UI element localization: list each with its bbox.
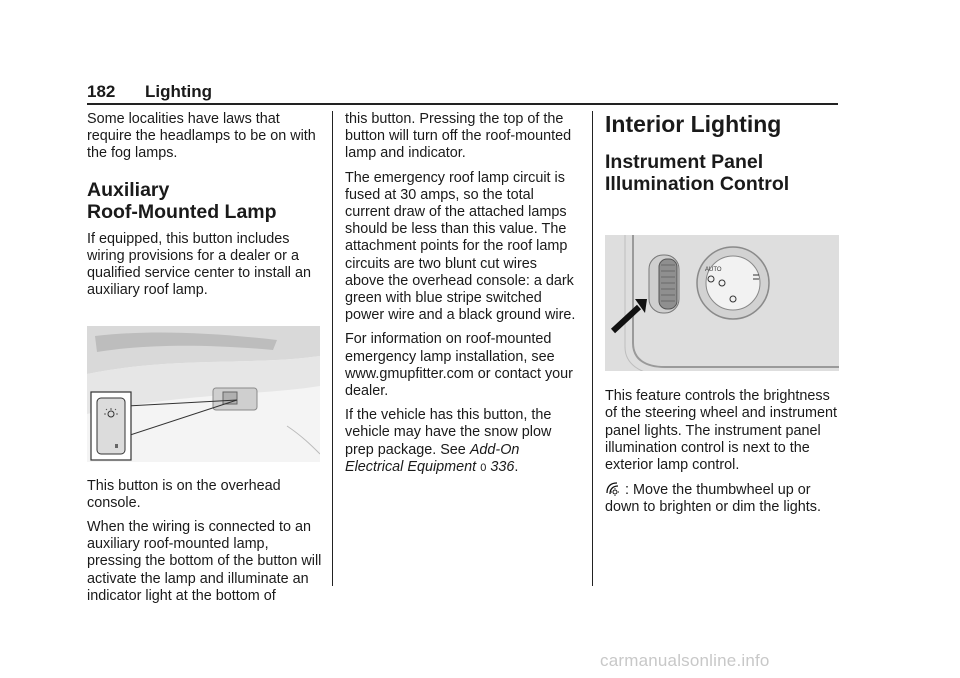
col3-paragraph-1: This feature controls the brightness of the steering wheel and instrument panel lights. The instrument panel illumination control is next to the exterior lamp control. <box>605 388 837 474</box>
overhead-console-illustration <box>87 326 320 462</box>
intro-paragraph: Some localities have laws that require the headlamps to be on with the fog lamps. <box>87 111 316 162</box>
col2-paragraph-4 <box>345 407 580 477</box>
aux-paragraph-2: This button is on the overhead console. <box>87 477 281 511</box>
aux-paragraph-3: When the wiring is connected to an auxiliary roof-mounted lamp, pressing the bottom of the button will activate the lamp and illuminate an indicator light at the bottom of <box>87 519 322 604</box>
page-number: 182 <box>87 82 116 101</box>
col2-paragraph-2: The emergency roof lamp circuit is fused at 30 amps, so the total current draw of the attached lamps should be less than this value. The attachment points for the roof lamp circuits are two blunt cut wires above the overhead console: a dark green with blue stripe switched power wire and a black ground wire. <box>345 169 576 324</box>
heading-line-1: Auxiliary <box>87 178 170 201</box>
instrument-panel-heading <box>605 151 841 195</box>
symbol-colon: : <box>625 482 629 499</box>
watermark: carmanualsonline.info <box>600 651 770 670</box>
column-2 <box>345 111 580 484</box>
column-divider-1 <box>332 111 333 586</box>
page-header <box>87 82 838 104</box>
column-divider-2 <box>592 111 593 586</box>
see-text: If the vehicle has this button, the vehicle may have the snow plow prep package. See <box>345 407 552 458</box>
aux-paragraph-1: If equipped, this button includes wiring provisions for a dealer or a qualified service center to install an auxiliary roof lamp. <box>87 230 311 299</box>
column-3 <box>605 111 841 524</box>
page-reference-icon: 0 <box>480 461 487 474</box>
column-1 <box>87 111 322 612</box>
heading-line-1: Instrument Panel <box>605 151 764 173</box>
thumbwheel-paragraph <box>605 481 841 516</box>
interior-lighting-heading: Interior Lighting <box>605 111 782 137</box>
heading-line-2: Illumination Control <box>605 173 790 195</box>
svg-text:AUTO: AUTO <box>705 267 722 273</box>
aux-roof-lamp-heading <box>87 179 322 223</box>
panel-brightness-icon <box>605 481 621 497</box>
add-on-electrical-link[interactable]: Add-On Electrical Equipment <box>345 441 520 475</box>
thumbwheel-text: Move the thumbwheel up or down to brighten or dim the lights. <box>605 482 821 516</box>
header-rule <box>87 103 838 105</box>
heading-line-2: Roof-Mounted Lamp <box>87 200 277 223</box>
section-title: Lighting <box>145 82 213 101</box>
col2-paragraph-1: this button. Pressing the top of the button will turn off the roof-mounted lamp and indicator. <box>345 111 572 162</box>
page-reference-number[interactable]: 336 <box>490 458 515 475</box>
col2-paragraph-3: For information on roof-mounted emergency lamp installation, see www.gmupfitter.com or contact your dealer. <box>345 331 573 400</box>
instrument-panel-illustration <box>605 235 839 371</box>
period: . <box>514 458 519 475</box>
